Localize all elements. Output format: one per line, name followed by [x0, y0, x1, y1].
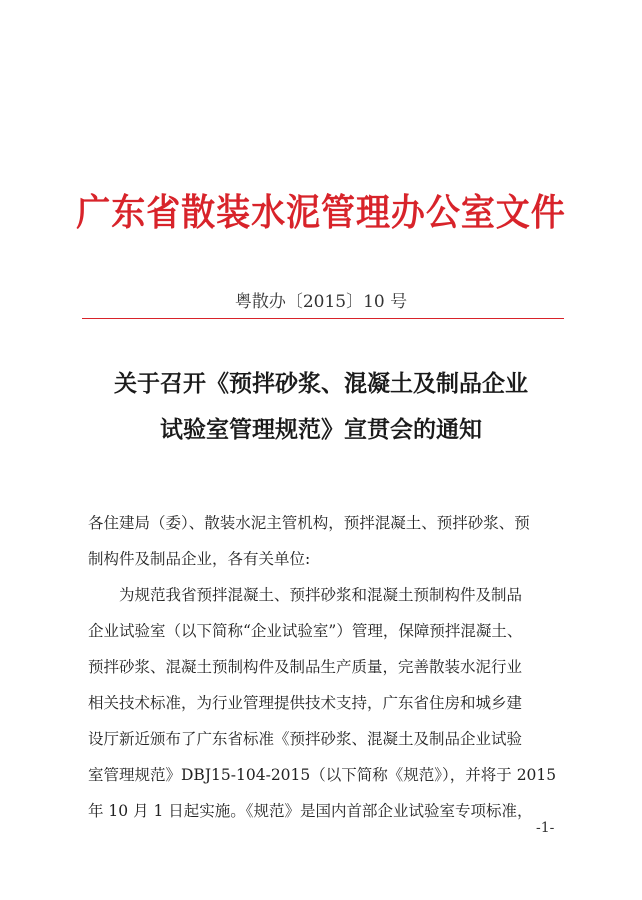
notice-title-line-1: 关于召开《预拌砂浆、混凝土及制品企业 [114, 371, 528, 397]
body-line-1: 各住建局（委）、散装水泥主管机构，预拌混凝土、预拌砂浆、预 [88, 514, 530, 532]
red-separator-line [82, 318, 564, 319]
issuer-header: 广东省散装水泥管理办公室文件 [76, 191, 566, 234]
body-line-2: 制构件及制品企业，各有关单位: [88, 550, 311, 568]
body-line-9: 年 10 月 1 日起实施。《规范》是国内首部企业试验室专项标准， [88, 802, 533, 820]
notice-title-line-2: 试验室管理规范》宣贯会的通知 [160, 417, 482, 443]
body-line-6: 相关技术标准，为行业管理提供技术支持，广东省住房和城乡建 [88, 694, 523, 712]
body-line-7: 设厅新近颁布了广东省标准《预拌砂浆、混凝土及制品企业试验 [88, 730, 523, 748]
body-line-3: 为规范我省预拌混凝土、预拌砂浆和混凝土预制构件及制品 [88, 586, 523, 604]
body-line-4: 企业试验室（以下简称“企业试验室”）管理，保障预拌混凝土、 [88, 622, 523, 640]
body-line-8: 室管理规范》DBJ15-104-2015（以下简称《规范》），并将于 2015 [88, 766, 557, 784]
body-line-5: 预拌砂浆、混凝土预制构件及制品生产质量，完善散装水泥行业 [88, 658, 523, 676]
document-number: 粤散办〔2015〕10 号 [234, 292, 408, 312]
page-number: -1- [536, 820, 555, 836]
